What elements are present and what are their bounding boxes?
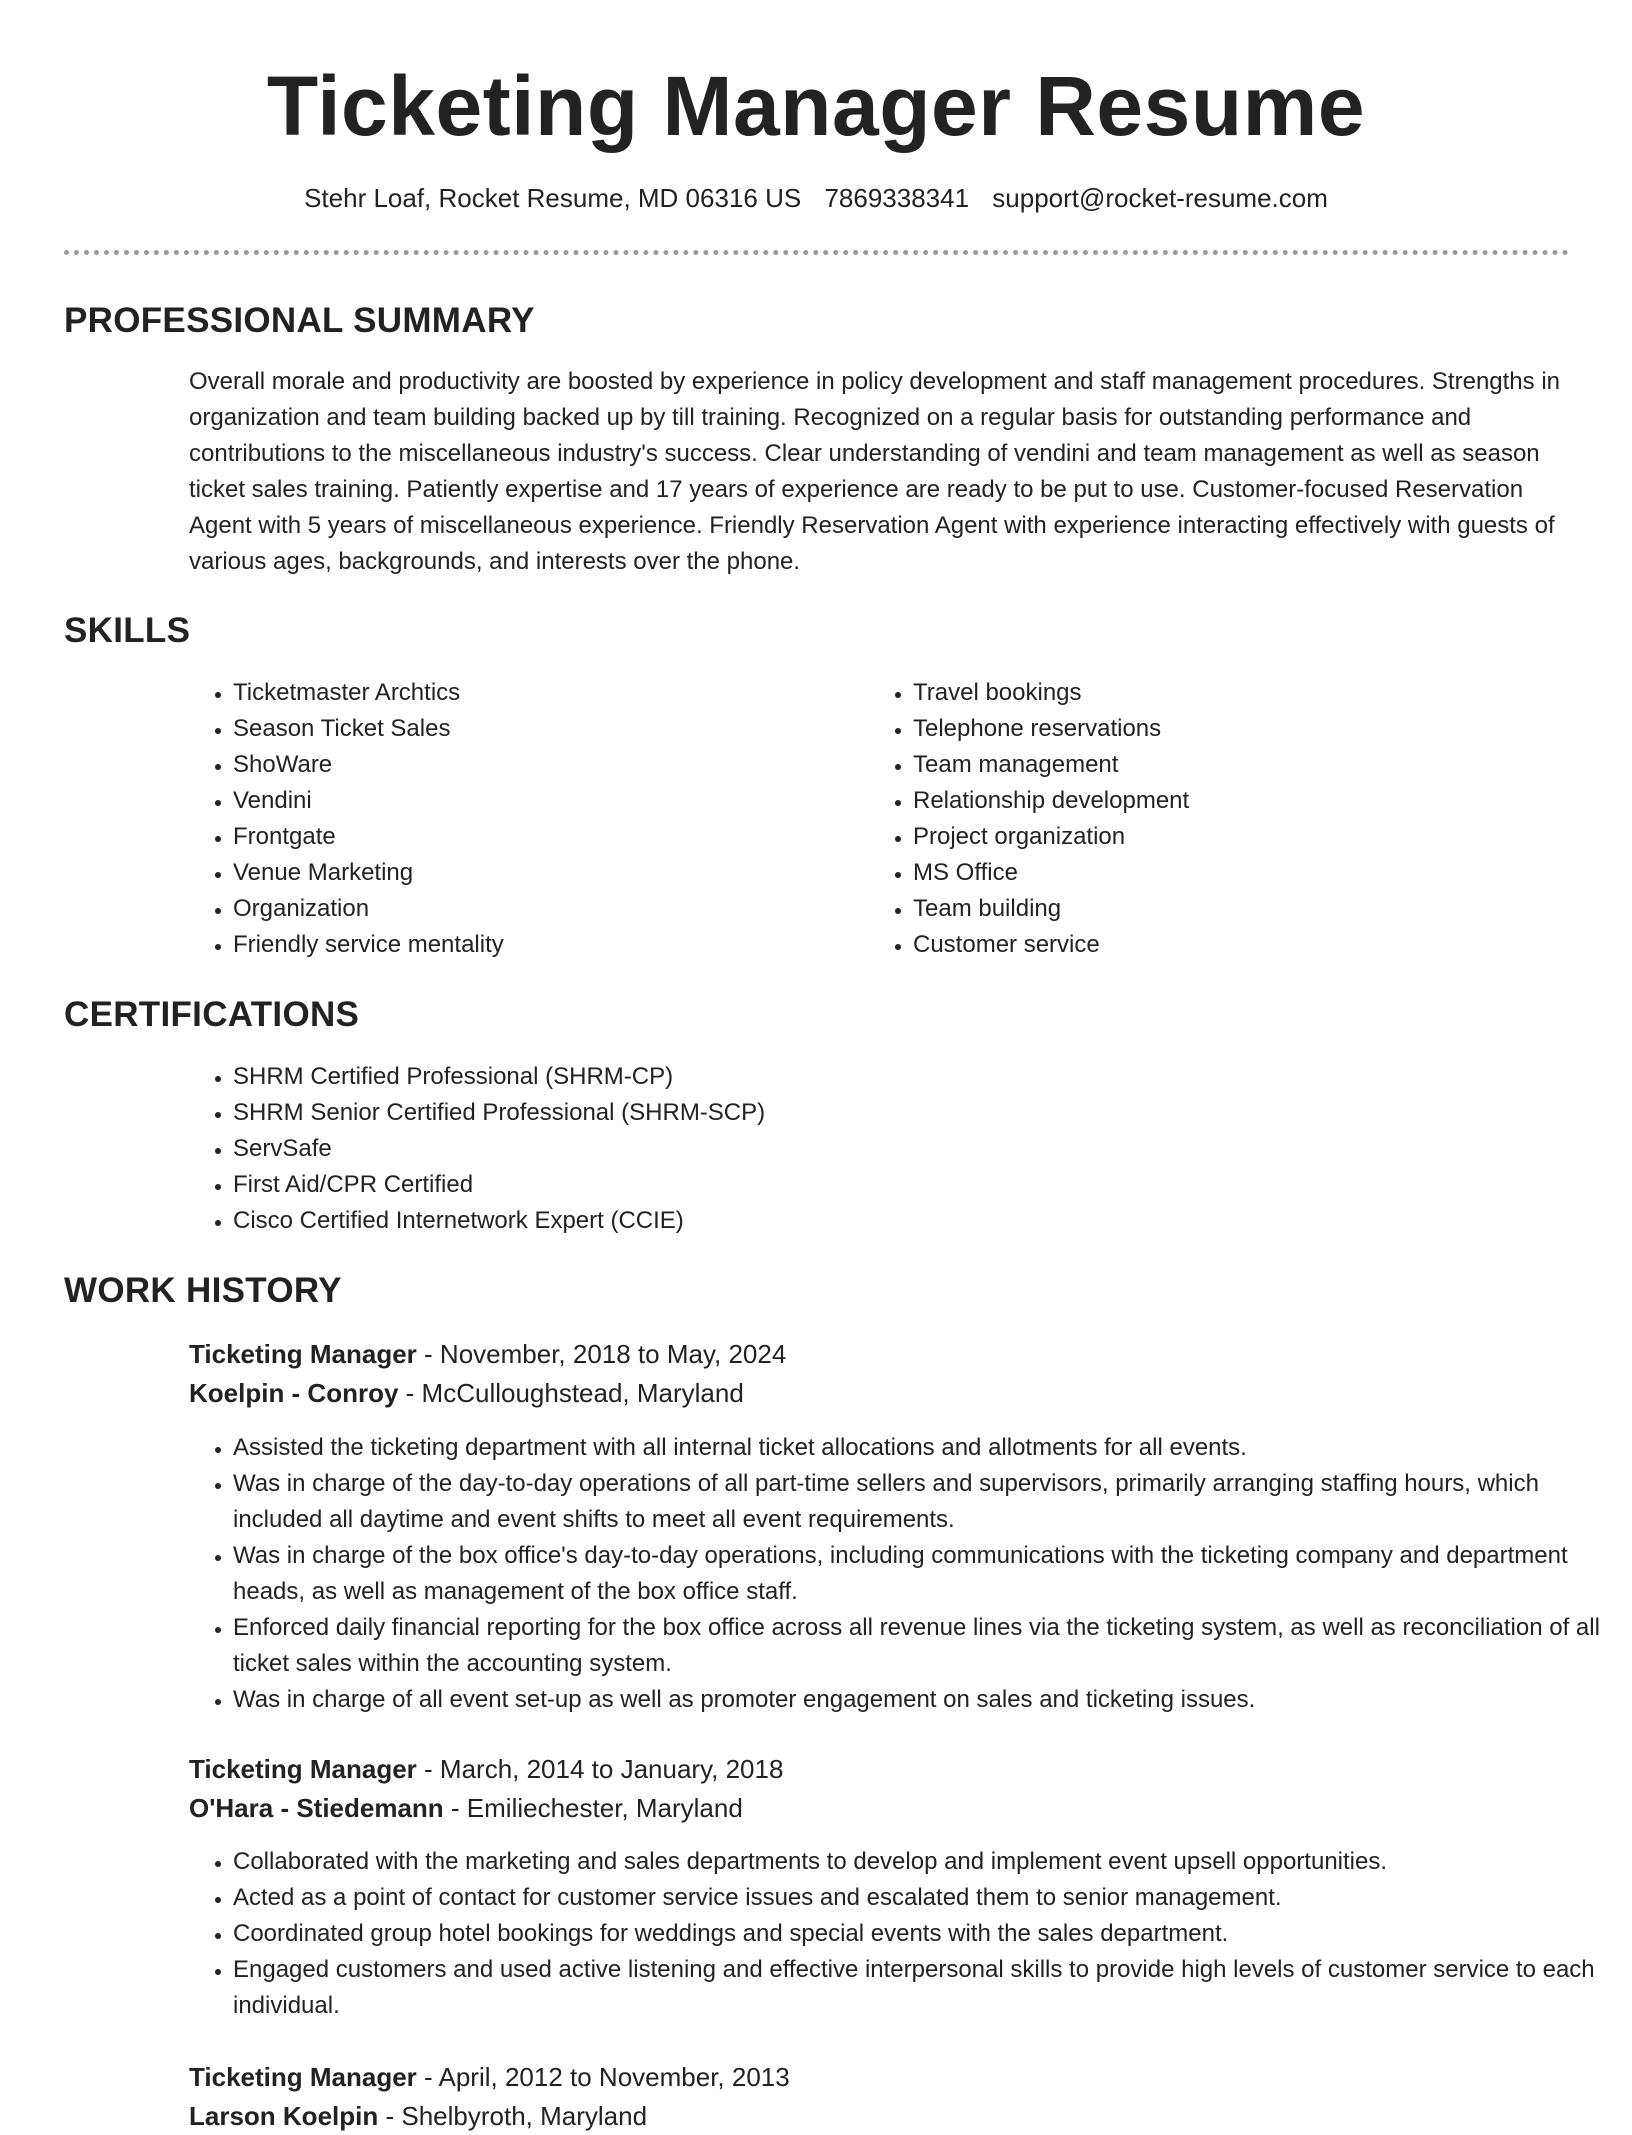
contact-address: Stehr Loaf, Rocket Resume, MD 06316 US bbox=[304, 183, 802, 213]
job-title: Ticketing Manager bbox=[189, 1754, 417, 1784]
job-company-line bbox=[189, 1374, 744, 1412]
resume-title: Ticketing Manager Resume bbox=[266, 59, 1366, 153]
job-dates: - March, 2014 to January, 2018 bbox=[416, 1754, 784, 1784]
job-bullet: • Engaged customers and used active listening and effective interpersonal skills to provide high levels of customer service to each individual. bbox=[233, 1952, 1613, 2024]
skills-list-right bbox=[869, 675, 1513, 963]
skill-item: • Travel bookings bbox=[913, 675, 1513, 711]
skill-item: • Venue Marketing bbox=[233, 855, 833, 891]
skill-item: • Team building bbox=[913, 891, 1513, 927]
certification-item: • First Aid/CPR Certified bbox=[233, 1167, 1613, 1203]
certification-item: • SHRM Senior Certified Professional (SHRM-SCP) bbox=[233, 1095, 1613, 1131]
skill-item: • Team management bbox=[913, 747, 1513, 783]
skill-item: • Customer service bbox=[913, 927, 1513, 963]
job-bullet: • Was in charge of the box office's day-to-day operations, including communications with the ticketing company and department heads, as well as management of the box office staff. bbox=[233, 1538, 1613, 1610]
skill-item: • ShoWare bbox=[233, 747, 833, 783]
certifications-list bbox=[189, 1059, 1613, 1239]
contact-email: support@rocket-resume.com bbox=[992, 183, 1328, 213]
job-bullet: • Acted as a point of contact for customer service issues and escalated them to senior management. bbox=[233, 1880, 1613, 1916]
job-bullet: • Was in charge of all event set-up as well as promoter engagement on sales and ticketing issues. bbox=[233, 1682, 1613, 1718]
job-location: - McCulloughstead, Maryland bbox=[398, 1378, 744, 1408]
certification-item: • SHRM Certified Professional (SHRM-CP) bbox=[233, 1059, 1613, 1095]
job-title-line bbox=[189, 2058, 790, 2096]
skill-item: • Season Ticket Sales bbox=[233, 711, 833, 747]
job-bullets bbox=[189, 1430, 1613, 1718]
certifications-heading: CERTIFICATIONS bbox=[64, 995, 360, 1034]
skill-item: • Relationship development bbox=[913, 783, 1513, 819]
job-location: - Shelbyroth, Maryland bbox=[378, 2101, 648, 2131]
job-dates: - April, 2012 to November, 2013 bbox=[416, 2062, 790, 2092]
skill-item: • Vendini bbox=[233, 783, 833, 819]
summary-text: Overall morale and productivity are boosted by experience in policy development and staff management procedures. Strengths in organization and team building backed up by till training. Recognized on a regular basis for outstanding performance and contributions to the miscellaneous industry's success. Clear understanding of vendini and team management as well as season ticket sales training. Patiently expertise and 17 years of experience are ready to be put to use. Customer-focused Reservation Agent with 5 years of miscellaneous experience. Friendly Reservation Agent with experience interacting effectively with guests of various ages, backgrounds, and interests over the phone. bbox=[189, 368, 1560, 575]
skill-item: • MS Office bbox=[913, 855, 1513, 891]
certification-item: • Cisco Certified Internetwork Expert (CCIE) bbox=[233, 1203, 1613, 1239]
job-company: Larson Koelpin bbox=[189, 2101, 379, 2131]
job-bullet: • Coordinated group hotel bookings for weddings and special events with the sales department. bbox=[233, 1916, 1613, 1952]
certification-item: • ServSafe bbox=[233, 1131, 1613, 1167]
skill-item: • Telephone reservations bbox=[913, 711, 1513, 747]
skills-heading: SKILLS bbox=[64, 611, 191, 650]
job-company: O'Hara - Stiedemann bbox=[189, 1793, 444, 1823]
skill-item: • Ticketmaster Archtics bbox=[233, 675, 833, 711]
skill-item: • Project organization bbox=[913, 819, 1513, 855]
job-bullet: • Collaborated with the marketing and sales departments to develop and implement event upsell opportunities. bbox=[233, 1844, 1613, 1880]
summary-heading: PROFESSIONAL SUMMARY bbox=[64, 301, 535, 340]
job-title-line bbox=[189, 1750, 783, 1788]
job-company-line bbox=[189, 1789, 743, 1827]
job-bullet: • Assisted the ticketing department with all internal ticket allocations and allotments for all events. bbox=[233, 1430, 1613, 1466]
job-company-line bbox=[189, 2097, 647, 2135]
contact-phone: 7869338341 bbox=[824, 183, 970, 213]
job-location: - Emiliechester, Maryland bbox=[443, 1793, 743, 1823]
skill-item: • Friendly service mentality bbox=[233, 927, 833, 963]
work-history-heading: WORK HISTORY bbox=[64, 1271, 342, 1310]
job-company: Koelpin - Conroy bbox=[189, 1378, 399, 1408]
contact-line bbox=[0, 180, 1632, 216]
job-title: Ticketing Manager bbox=[189, 2062, 417, 2092]
job-bullets bbox=[189, 1844, 1613, 2024]
job-title: Ticketing Manager bbox=[189, 1339, 417, 1369]
job-dates: - November, 2018 to May, 2024 bbox=[416, 1339, 787, 1369]
header-divider bbox=[64, 250, 1569, 255]
job-title-line bbox=[189, 1335, 786, 1373]
skill-item: • Organization bbox=[233, 891, 833, 927]
job-bullet: • Was in charge of the day-to-day operations of all part-time sellers and supervisors, primarily arranging staffing hours, which included all daytime and event shifts to meet all event requirements. bbox=[233, 1466, 1613, 1538]
skills-list-left bbox=[189, 675, 833, 963]
skill-item: • Frontgate bbox=[233, 819, 833, 855]
job-bullet: • Enforced daily financial reporting for the box office across all revenue lines via the ticketing system, as well as reconciliation of all ticket sales within the accounting system. bbox=[233, 1610, 1613, 1682]
